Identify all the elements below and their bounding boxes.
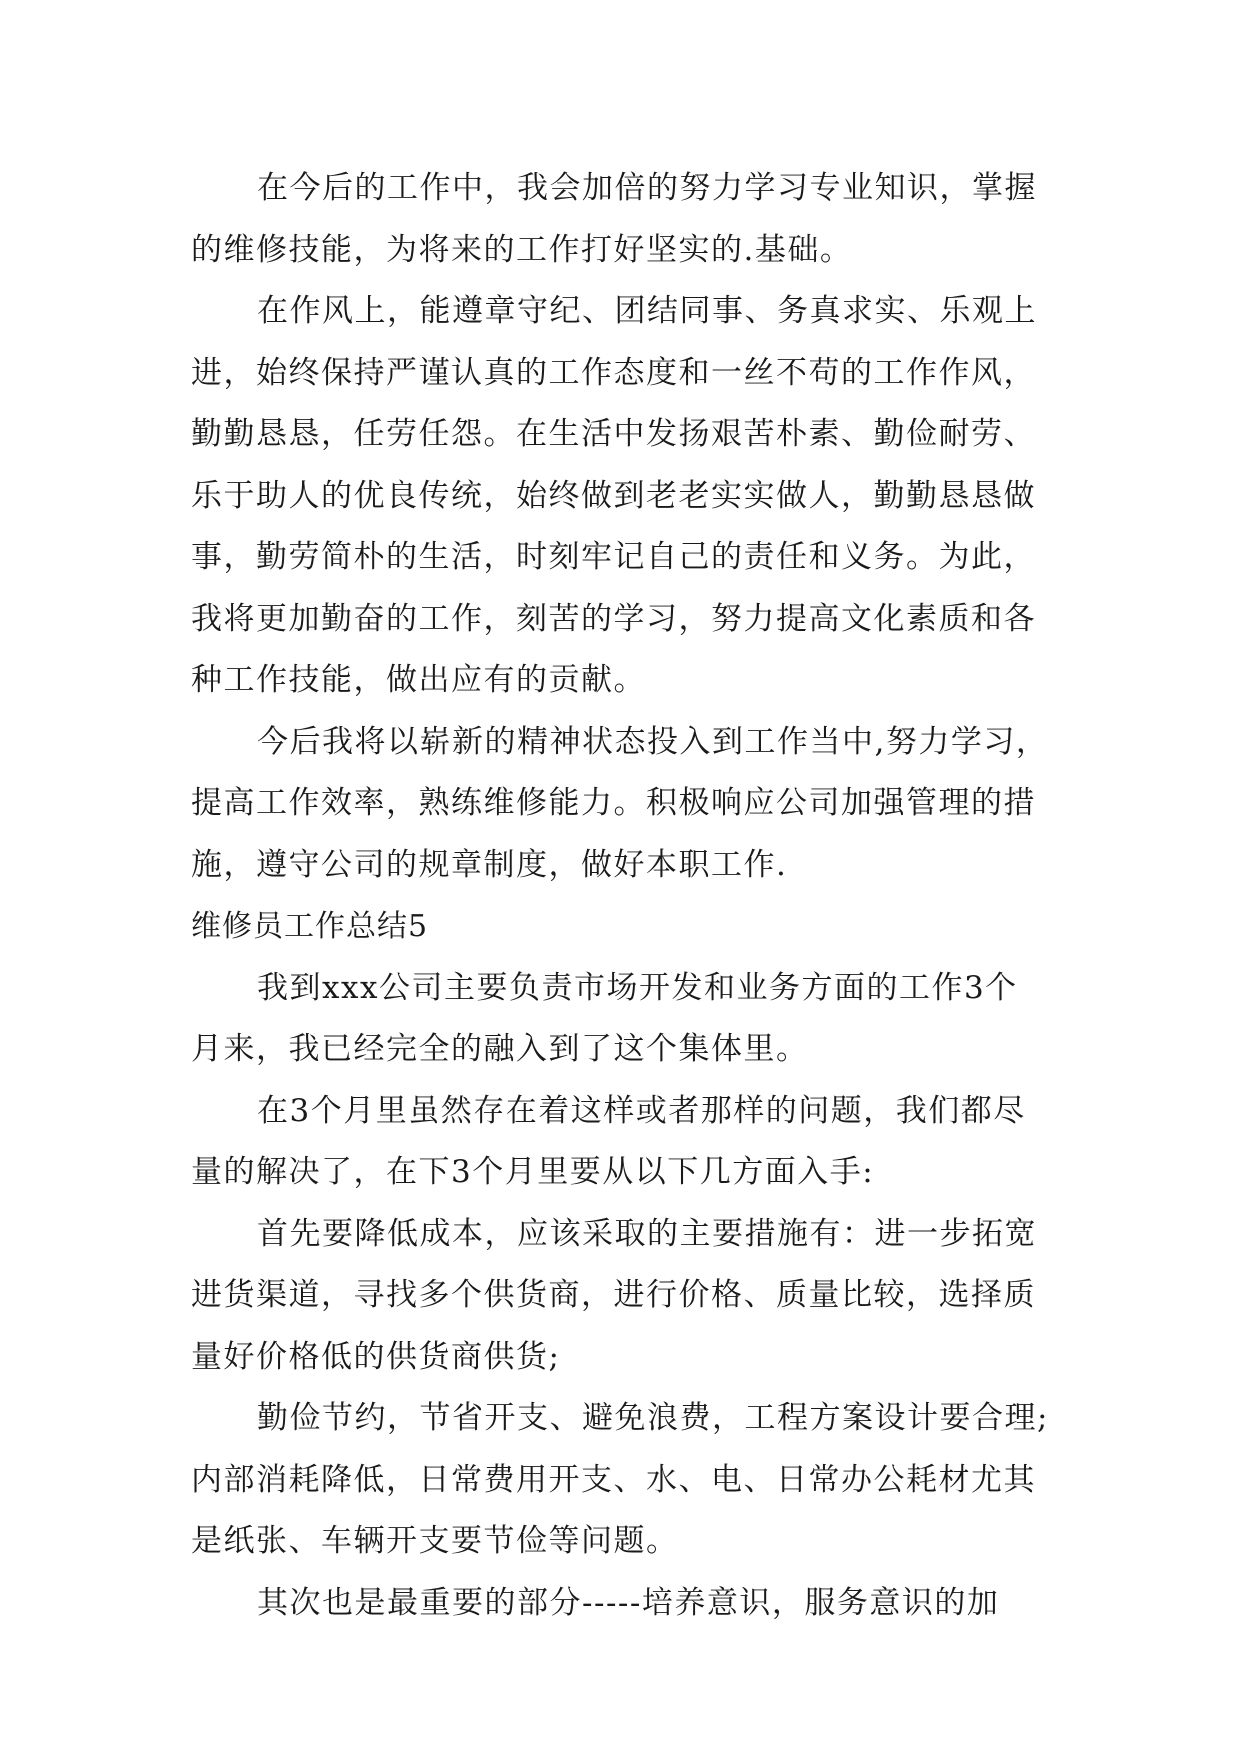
text-line: 我到xxx公司主要负责市场开发和业务方面的工作3个 <box>257 969 1018 1006</box>
text-line: 量的解决了，在下3个月里要从以下几方面入手: <box>191 1154 875 1190</box>
text-line: 提高工作效率，熟练维修能力。积极响应公司加强管理的措 <box>191 785 1036 821</box>
section-heading: 维修员工作总结5 <box>191 909 429 944</box>
text-line: 进货渠道，寻找多个供货商，进行价格、质量比较，选择质 <box>191 1277 1036 1313</box>
text-line: 勤勤恳恳，任劳任怨。在生活中发扬艰苦朴素、勤俭耐劳、 <box>191 416 1036 452</box>
text-line: 在今后的工作中，我会加倍的努力学习专业知识，掌握 <box>257 170 1037 206</box>
text-line: 事，勤劳简朴的生活，时刻牢记自己的责任和义务。为此， <box>191 539 1036 575</box>
text-line: 施，遵守公司的规章制度，做好本职工作. <box>191 846 788 883</box>
text-line: 首先要降低成本，应该采取的主要措施有：进一步拓宽 <box>257 1215 1037 1252</box>
text-line: 种工作技能，做出应有的贡献。 <box>191 662 646 698</box>
document-body <box>191 158 1051 1634</box>
text-line: 我将更加勤奋的工作，刻苦的学习，努力提高文化素质和各 <box>191 600 1036 637</box>
text-line: 其次也是最重要的部分-----培养意识，服务意识的加 <box>257 1584 1000 1621</box>
text-line: 量好价格低的供货商供货; <box>191 1338 561 1375</box>
text-line: 进，始终保持严谨认真的工作态度和一丝不苟的工作作风， <box>191 354 1036 391</box>
text-line: 在作风上，能遵章守纪、团结同事、务真求实、乐观上 <box>257 293 1037 329</box>
text-line: 是纸张、车辆开支要节俭等问题。 <box>191 1523 679 1559</box>
text-line: 月来，我已经完全的融入到了这个集体里。 <box>191 1031 809 1067</box>
text-line: 勤俭节约，节省开支、避免浪费，工程方案设计要合理; <box>257 1400 1049 1436</box>
text-line: 乐于助人的优良传统，始终做到老老实实做人，勤勤恳恳做 <box>191 477 1036 514</box>
text-line: 在3个月里虽然存在着这样或者那样的问题，我们都尽 <box>257 1092 1026 1129</box>
text-line: 内部消耗降低，日常费用开支、水、电、日常办公耗材尤其 <box>191 1461 1036 1498</box>
text-line: 今后我将以崭新的精神状态投入到工作当中,努力学习， <box>257 723 1049 760</box>
text-line: 的维修技能，为将来的工作打好坚实的.基础。 <box>191 231 853 268</box>
